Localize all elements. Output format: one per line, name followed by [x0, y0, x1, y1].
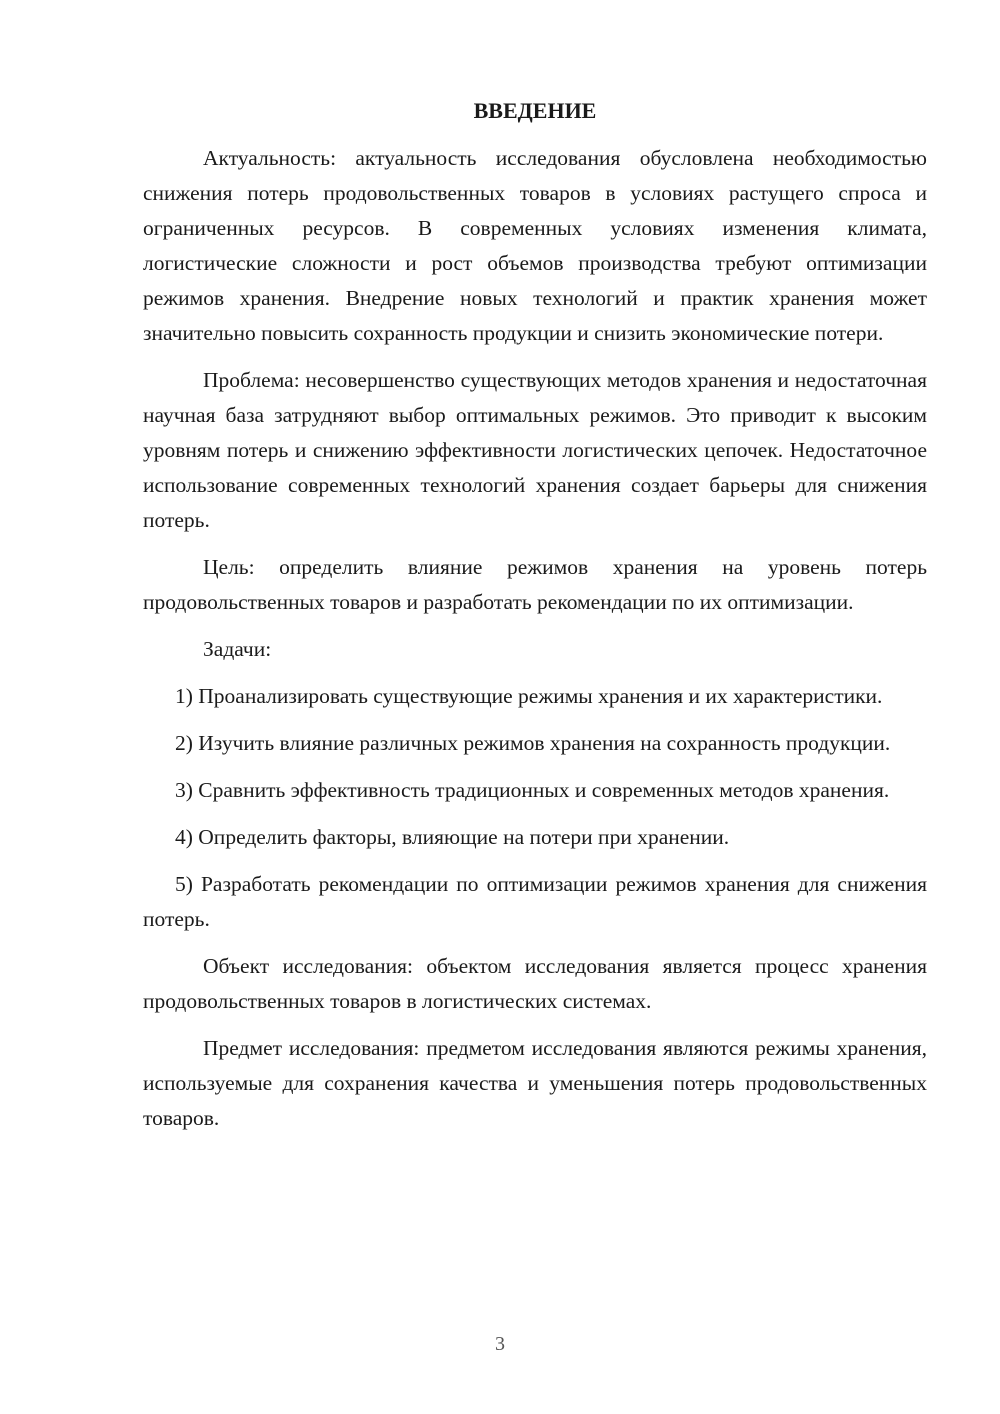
paragraph-goal: Цель: определить влияние режимов хранения на уровень потерь продовольственных товаров и разработать рекомендации по их оптимизации.: [143, 555, 927, 614]
paragraph-relevance: Актуальность: актуальность исследования обусловлена необходимостью снижения потерь продовольственных товаров в условиях растущего спроса и ограниченных ресурсов. В современных условиях изменения климата, логистические сложности и рост объемов производства требуют оптимизации режимов хранения. Внедрение новых технологий и практик хранения может значительно повысить сохранность продукции и снизить экономические потери.: [143, 146, 927, 345]
task-item-4: 4) Определить факторы, влияющие на потери при хранении.: [175, 825, 730, 849]
page-content: [143, 93, 927, 1136]
paragraph-problem: Проблема: несовершенство существующих методов хранения и недостаточная научная база затрудняют выбор оптимальных режимов. Это приводит к высоким уровням потерь и снижению эффективности логистических цепочек. Недостаточное использование современных технологий хранения создает барьеры для снижения потерь.: [143, 368, 927, 532]
task-item-1: 1) Проанализировать существующие режимы хранения и их характеристики.: [175, 684, 883, 708]
paragraph-tasks-heading: Задачи:: [203, 637, 272, 661]
page-number: 3: [495, 1333, 505, 1355]
paragraph-subject: Предмет исследования: предметом исследования являются режимы хранения, используемые для сохранения качества и уменьшения потерь продовольственных товаров.: [143, 1036, 927, 1130]
task-item-2: 2) Изучить влияние различных режимов хранения на сохранность продукции.: [175, 731, 891, 755]
page-title: ВВЕДЕНИЕ: [473, 98, 597, 123]
task-item-5: 5) Разработать рекомендации по оптимизации режимов хранения для снижения потерь.: [143, 872, 927, 931]
task-item-3: 3) Сравнить эффективность традиционных и современных методов хранения.: [175, 778, 890, 802]
paragraph-object: Объект исследования: объектом исследования является процесс хранения продовольственных товаров в логистических системах.: [143, 954, 927, 1013]
